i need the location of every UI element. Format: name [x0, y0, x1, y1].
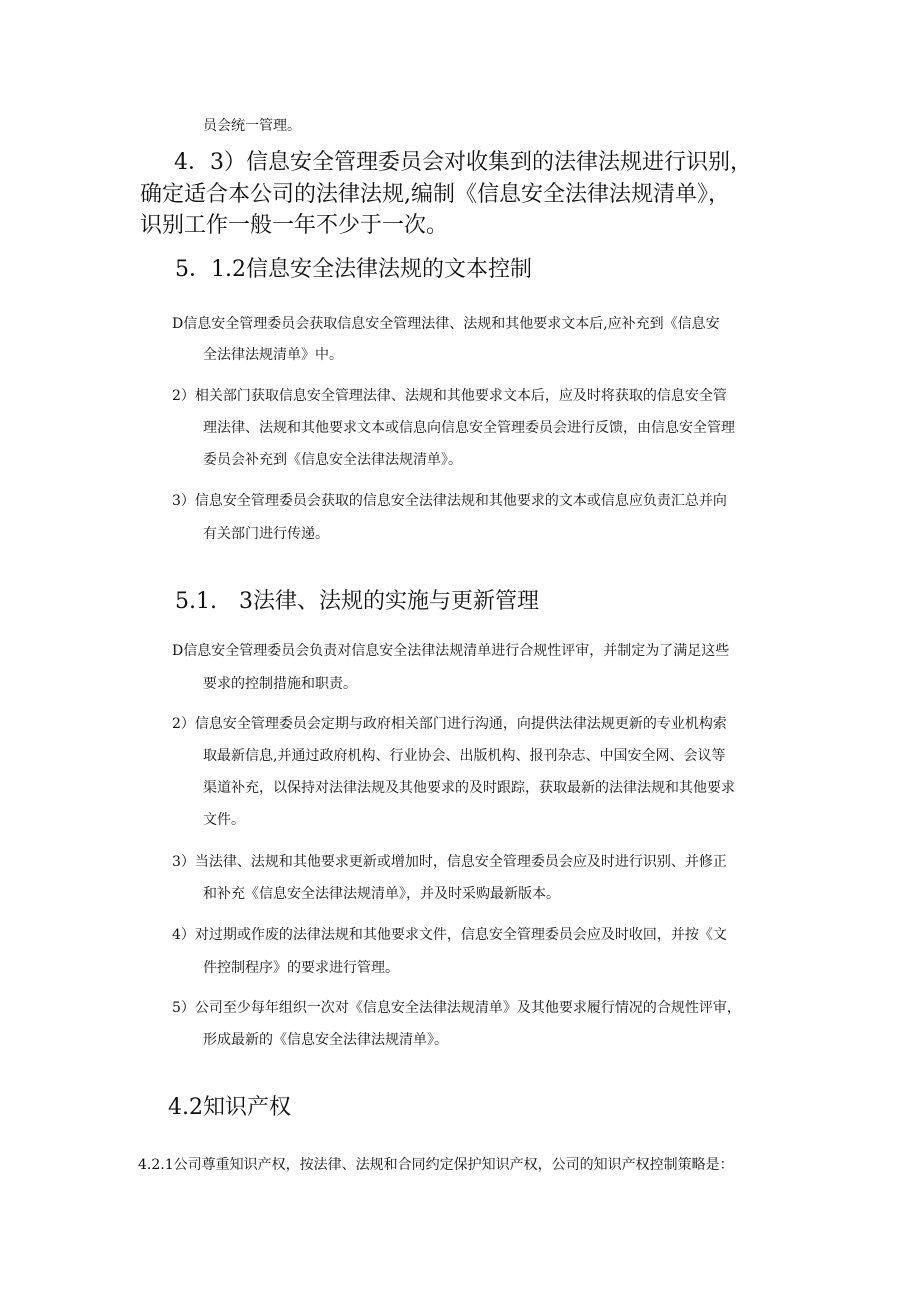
s513-item4-line2: 件控制程序》的要求进行管理。 [203, 960, 399, 976]
s513-item5-line2: 形成最新的《信息安全法律法规清单》。 [203, 1032, 448, 1048]
continuation-line: 员会统一管理。 [203, 118, 301, 134]
s512-item1-line2: 全法律法规清单》中。 [203, 347, 343, 363]
heading-5-1-2: 5．1.2信息安全法律法规的文本控制 [175, 257, 532, 282]
s512-item2-line1: 2）相关部门获取信息安全管理法律、法规和其他要求文本后，应及时将获取的信息安全管 [172, 388, 727, 404]
s513-item3-line1: 3）当法律、法规和其他要求更新或增加时，信息安全管理委员会应及时进行识别、并修正 [172, 854, 727, 870]
s513-item1-line1: D信息安全管理委员会负责对信息安全法律法规清单进行合规性评审，并制定为了满足这些 [172, 643, 730, 659]
s512-item1-line1: D信息安全管理委员会获取信息安全管理法律、法规和其他要求文本后,应补充到《信息安 [172, 316, 720, 332]
s513-item5-line1: 5）公司至少每年组织一次对《信息安全法律法规清单》及其他要求履行情况的合规性评审， [172, 1000, 741, 1016]
para-4-3-line2: 确定适合本公司的法律法规,编制《信息安全法律法规清单》， [140, 182, 730, 207]
para-4-3-line3: 识别工作一般一年不少于一次。 [140, 213, 449, 238]
s513-item2-line3: 渠道补充，以保持对法律法规及其他要求的及时跟踪，获取最新的法律法规和其他要求 [203, 780, 735, 796]
s512-item3-line2: 有关部门进行传递。 [203, 526, 329, 542]
para-4-3-line1: 4．3）信息安全管理委员会对收集到的法律法规进行识别， [174, 150, 752, 175]
s512-item2-line2: 理法律、法规和其他要求文本或信息向信息安全管理委员会进行反馈，由信息安全管理 [203, 420, 735, 436]
s513-item2-line2: 取最新信息,并通过政府机构、行业协会、出版机构、报刊杂志、中国安全网、会议等 [203, 748, 726, 764]
s512-item2-line3: 委员会补充到《信息安全法律法规清单》。 [203, 452, 462, 468]
para-4-2-1: 4.2.1公司尊重知识产权，按法律、法规和合同约定保护知识产权，公司的知识产权控制策略是： [138, 1157, 734, 1173]
s513-item4-line1: 4）对过期或作废的法律法规和其他要求文件，信息安全管理委员会应及时收回，并按《文 [172, 927, 727, 943]
s513-item2-line1: 2）信息安全管理委员会定期与政府相关部门进行沟通，向提供法律法规更新的专业机构索 [172, 716, 727, 732]
s513-item1-line2: 要求的控制措施和职责。 [203, 676, 357, 692]
s512-item3-line1: 3）信息安全管理委员会获取的信息安全法律法规和其他要求的文本或信息应负责汇总并向 [172, 493, 727, 509]
s513-item2-line4: 文件。 [203, 812, 245, 828]
s513-item3-line2: 和补充《信息安全法律法规清单》，并及时采购最新版本。 [203, 886, 560, 902]
heading-4-2: 4.2知识产权 [168, 1095, 291, 1120]
heading-5-1-3: 5.1. 3法律、法规的实施与更新管理 [175, 589, 539, 614]
